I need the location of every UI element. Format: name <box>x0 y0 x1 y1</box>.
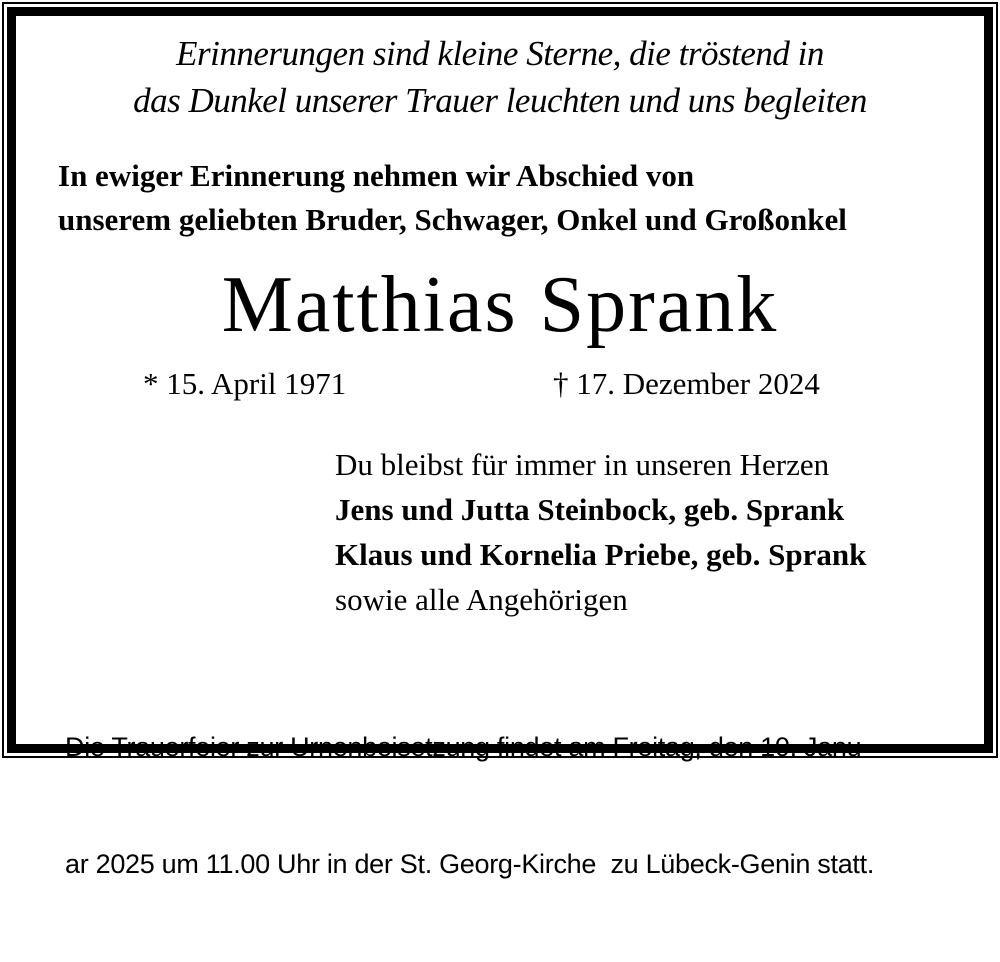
funeral-line-1: Die Trauerfeier zur Urnenbeisetzung findet am Freitag, den 10. Janu- <box>65 732 871 762</box>
notice-content <box>16 16 984 879</box>
inner-border-rule <box>7 7 993 879</box>
announcement-line-2: unserem geliebten Bruder, Schwager, Onkel und Großonkel <box>58 202 847 237</box>
funeral-line-2: ar 2025 um 11.00 Uhr in der St. Georg-Kirche zu Lübeck-Genin statt. <box>65 849 875 879</box>
epigraph-line-2: das Dunkel unserer Trauer leuchten und uns begleiten <box>133 81 867 120</box>
announcement-line-1: In ewiger Erinnerung nehmen wir Abschied von <box>58 158 695 193</box>
epigraph <box>16 30 984 124</box>
mourners-line-3: Klaus und Kornelia Priebe, geb. Sprank <box>335 537 867 572</box>
announcement <box>58 154 984 242</box>
deceased-name: Matthias Sprank <box>221 261 779 349</box>
mourners-line-1: Du bleibst für immer in unseren Herzen <box>335 447 830 482</box>
mourners-line-2: Jens und Jutta Steinbock, geb. Sprank <box>335 492 845 527</box>
life-dates <box>16 366 984 404</box>
birth-date: * 15. April 1971 <box>143 366 347 401</box>
outer-border-rule <box>2 2 998 879</box>
funeral-details <box>65 650 984 962</box>
death-date: † 17. Dezember 2024 <box>553 366 820 401</box>
mourners-line-4: sowie alle Angehörigen <box>335 582 628 617</box>
epigraph-line-1: Erinnerungen sind kleine Sterne, die tröstend in <box>176 34 824 73</box>
mourners-block <box>335 442 984 622</box>
